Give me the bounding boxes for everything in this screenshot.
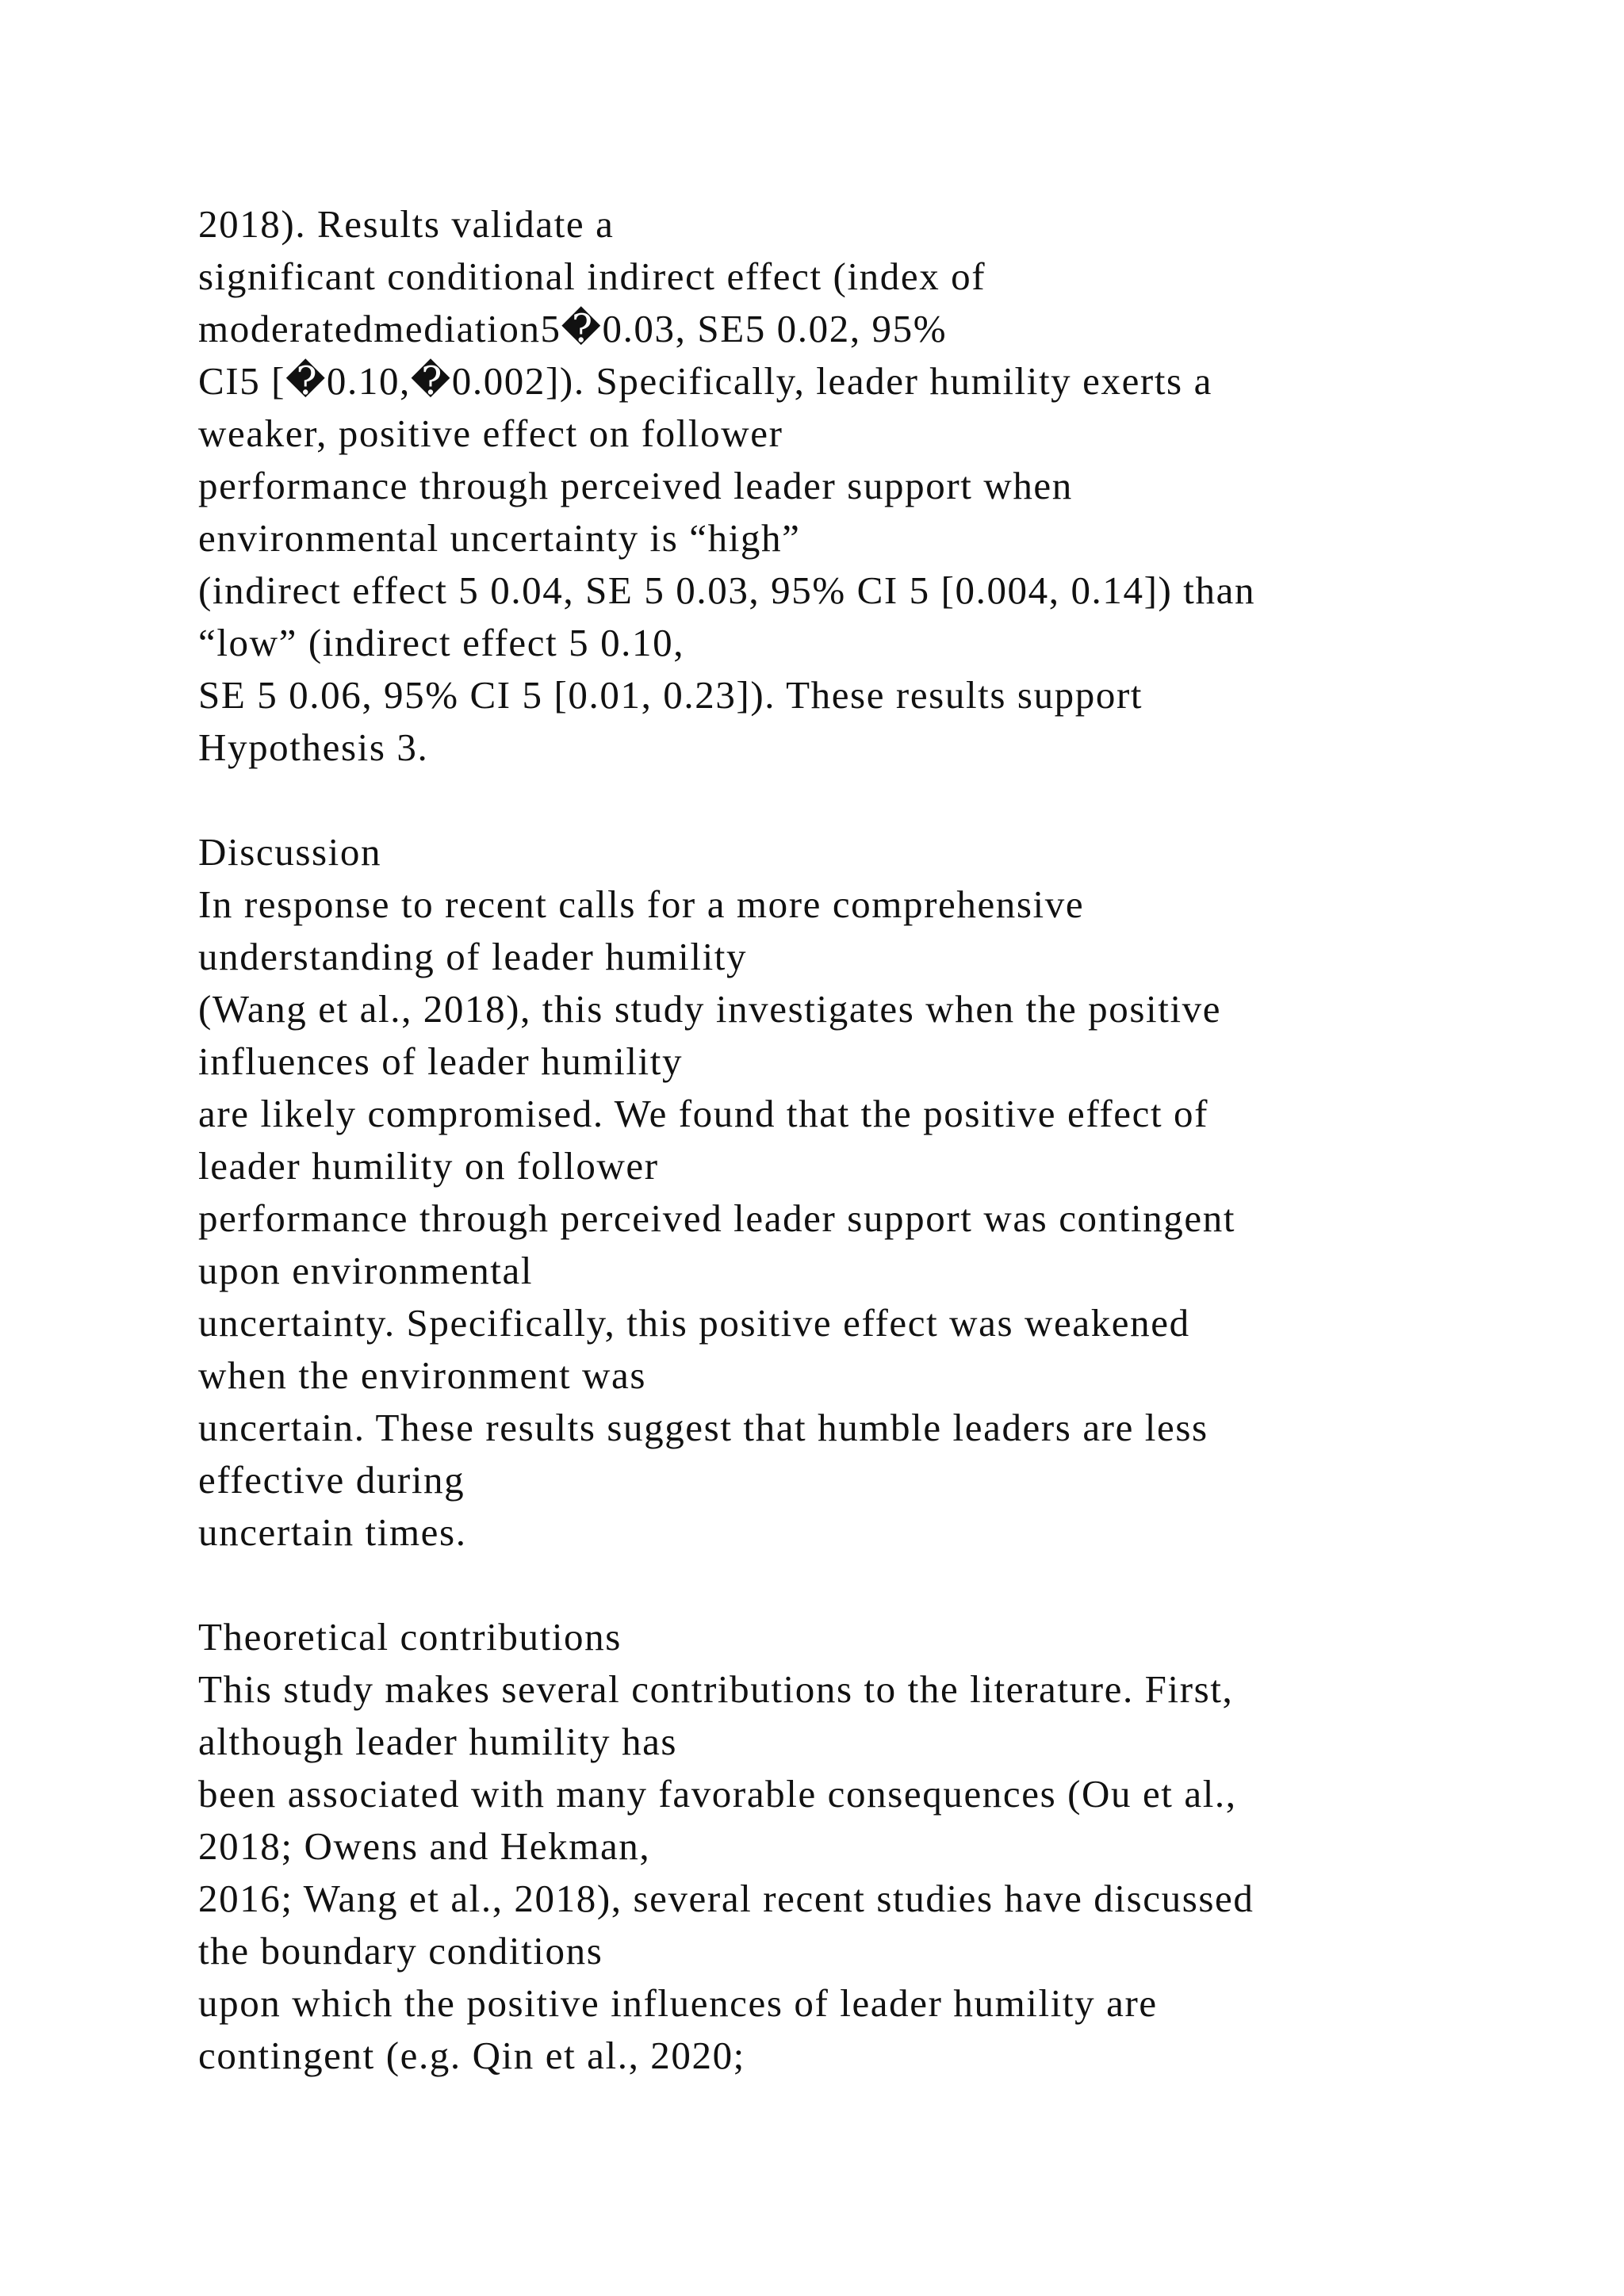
contributions-paragraph — [198, 1663, 1546, 2082]
text-line: “low” (indirect effect 5 0.10, — [198, 621, 685, 664]
text-line: although leader humility has — [198, 1720, 678, 1763]
text-line: contingent (e.g. Qin et al., 2020; — [198, 2034, 745, 2077]
document-page — [198, 198, 1546, 2082]
text-line: uncertainty. Specifically, this positive effect was weakened — [198, 1301, 1190, 1345]
text-line: understanding of leader humility — [198, 935, 748, 978]
text-line: environmental uncertainty is “high” — [198, 516, 801, 560]
text-line: moderatedmediation5�0.03, SE5 0.02, 95% — [198, 307, 948, 350]
paragraph-spacer — [198, 1559, 1546, 1611]
text-line: uncertain. These results suggest that humble leaders are less — [198, 1406, 1208, 1449]
text-line: performance through perceived leader support when — [198, 464, 1073, 507]
text-line: Hypothesis 3. — [198, 725, 429, 769]
text-line: weaker, positive effect on follower — [198, 411, 783, 455]
text-line: SE 5 0.06, 95% CI 5 [0.01, 0.23]). These results support — [198, 673, 1143, 717]
text-line: (indirect effect 5 0.04, SE 5 0.03, 95% CI 5 [0.004, 0.14]) than — [198, 568, 1256, 612]
paragraph-spacer — [198, 774, 1546, 826]
text-line: the boundary conditions — [198, 1929, 603, 1973]
text-line: performance through perceived leader support was contingent — [198, 1196, 1236, 1240]
text-line: upon environmental — [198, 1249, 534, 1292]
text-line: 2016; Wang et al., 2018), several recent studies have discussed — [198, 1877, 1254, 1920]
text-line: leader humility on follower — [198, 1144, 659, 1188]
section-heading-theoretical-contributions: Theoretical contributions — [198, 1615, 622, 1659]
text-line: uncertain times. — [198, 1510, 467, 1554]
text-line: when the environment was — [198, 1353, 647, 1397]
text-line: been associated with many favorable consequences (Ou et al., — [198, 1772, 1237, 1816]
text-line: upon which the positive influences of leader humility are — [198, 1981, 1158, 2025]
text-line: 2018). Results validate a — [198, 202, 615, 246]
text-line: CI5 [�0.10,�0.002]). Specifically, leader humility exerts a — [198, 359, 1212, 403]
results-paragraph — [198, 198, 1546, 774]
text-line: (Wang et al., 2018), this study investigates when the positive — [198, 987, 1222, 1031]
text-line: are likely compromised. We found that the positive effect of — [198, 1092, 1209, 1135]
text-line: significant conditional indirect effect (index of — [198, 254, 986, 298]
text-line: effective during — [198, 1458, 465, 1502]
text-line: In response to recent calls for a more comprehensive — [198, 882, 1085, 926]
text-line: 2018; Owens and Hekman, — [198, 1824, 651, 1868]
discussion-paragraph — [198, 878, 1546, 1559]
text-line: This study makes several contributions to the literature. First, — [198, 1667, 1234, 1711]
text-line: influences of leader humility — [198, 1039, 684, 1083]
section-heading-discussion: Discussion — [198, 830, 382, 874]
